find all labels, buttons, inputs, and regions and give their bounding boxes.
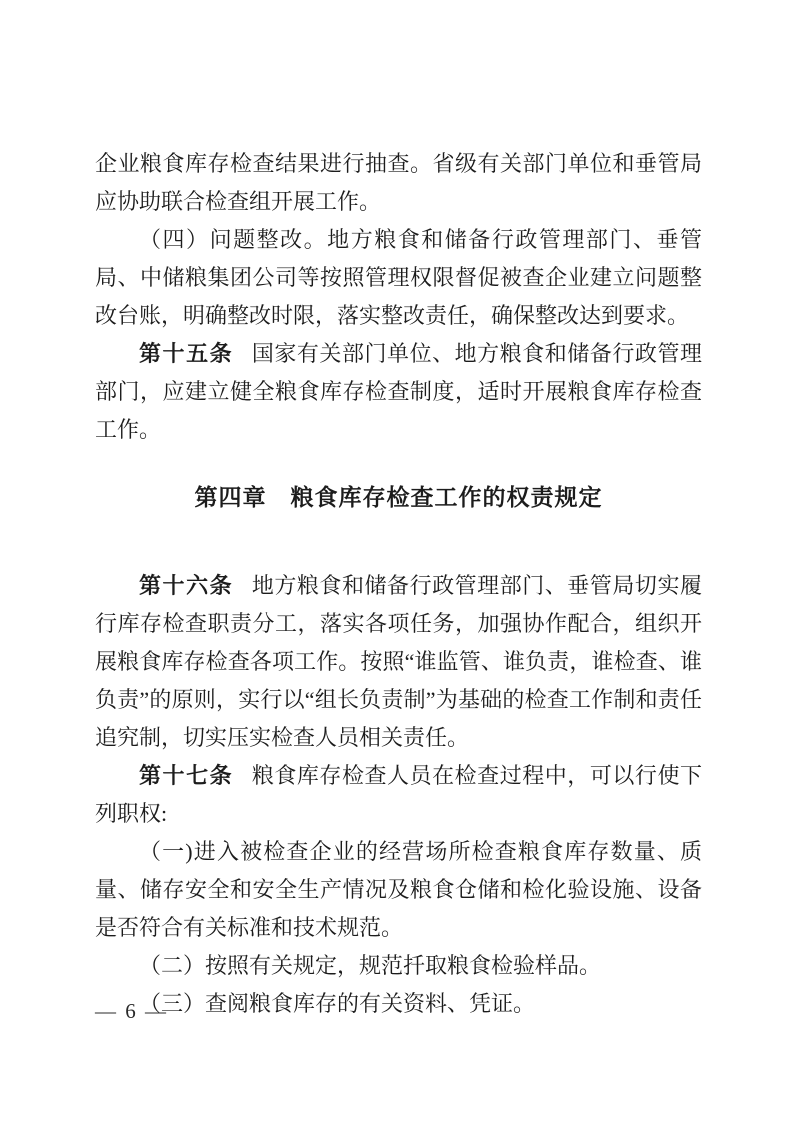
- paragraph-clause-16: [95, 567, 702, 757]
- paragraph-clause-15: [95, 335, 702, 449]
- paragraph-clause-17: [95, 757, 702, 833]
- paragraph-text: 地方粮食和储备行政管理部门、垂管局切实履行库存检查职责分工，落实各项任务，加强协作配合，组织开展粮食库存检查各项工作。按照“谁监管、谁负责，谁检查、谁负责”的原则，实行以“组长负责制”为基础的检查工作制和责任追究制，切实压实检查人员相关责任。: [95, 573, 702, 750]
- paragraph-text: 企业粮食库存检查结果进行抽查。省级有关部门单位和垂管局应协助联合检查组开展工作。: [95, 151, 702, 214]
- paragraph-item-3: [95, 985, 702, 1023]
- clause-label: 第十五条: [139, 341, 234, 366]
- page-number: — 6 —: [95, 999, 168, 1023]
- paragraph-text: （四）问题整改。地方粮食和储备行政管理部门、垂管局、中储粮集团公司等按照管理权限督促被查企业建立问题整改台账，明确整改时限，落实整改责任，确保整改达到要求。: [95, 227, 702, 328]
- paragraph-item-4: [95, 221, 702, 335]
- paragraph-text: （一)进入被检查企业的经营场所检查粮食库存数量、质量、储存安全和安全生产情况及粮食仓储和检化验设施、设备是否符合有关标准和技术规范。: [95, 839, 702, 940]
- paragraph-text: （三）查阅粮食库存的有关资料、凭证。: [139, 991, 536, 1016]
- clause-label: 第十七条: [139, 763, 234, 788]
- paragraph-item-2: [95, 947, 702, 985]
- document-content: [95, 145, 702, 1023]
- paragraph-continuation: [95, 145, 702, 221]
- paragraph-text: 国家有关部门单位、地方粮食和储备行政管理部门，应建立健全粮食库存检查制度，适时开展粮食库存检查工作。: [95, 341, 702, 442]
- paragraph-item-1: [95, 833, 702, 947]
- chapter-heading: 第四章 粮食库存检查工作的权责规定: [194, 484, 603, 510]
- paragraph-text: （二）按照有关规定，规范扦取粮食检验样品。: [139, 953, 602, 978]
- clause-label: 第十六条: [139, 573, 234, 598]
- paragraph-text: 粮食库存检查人员在检查过程中，可以行使下列职权:: [95, 763, 702, 826]
